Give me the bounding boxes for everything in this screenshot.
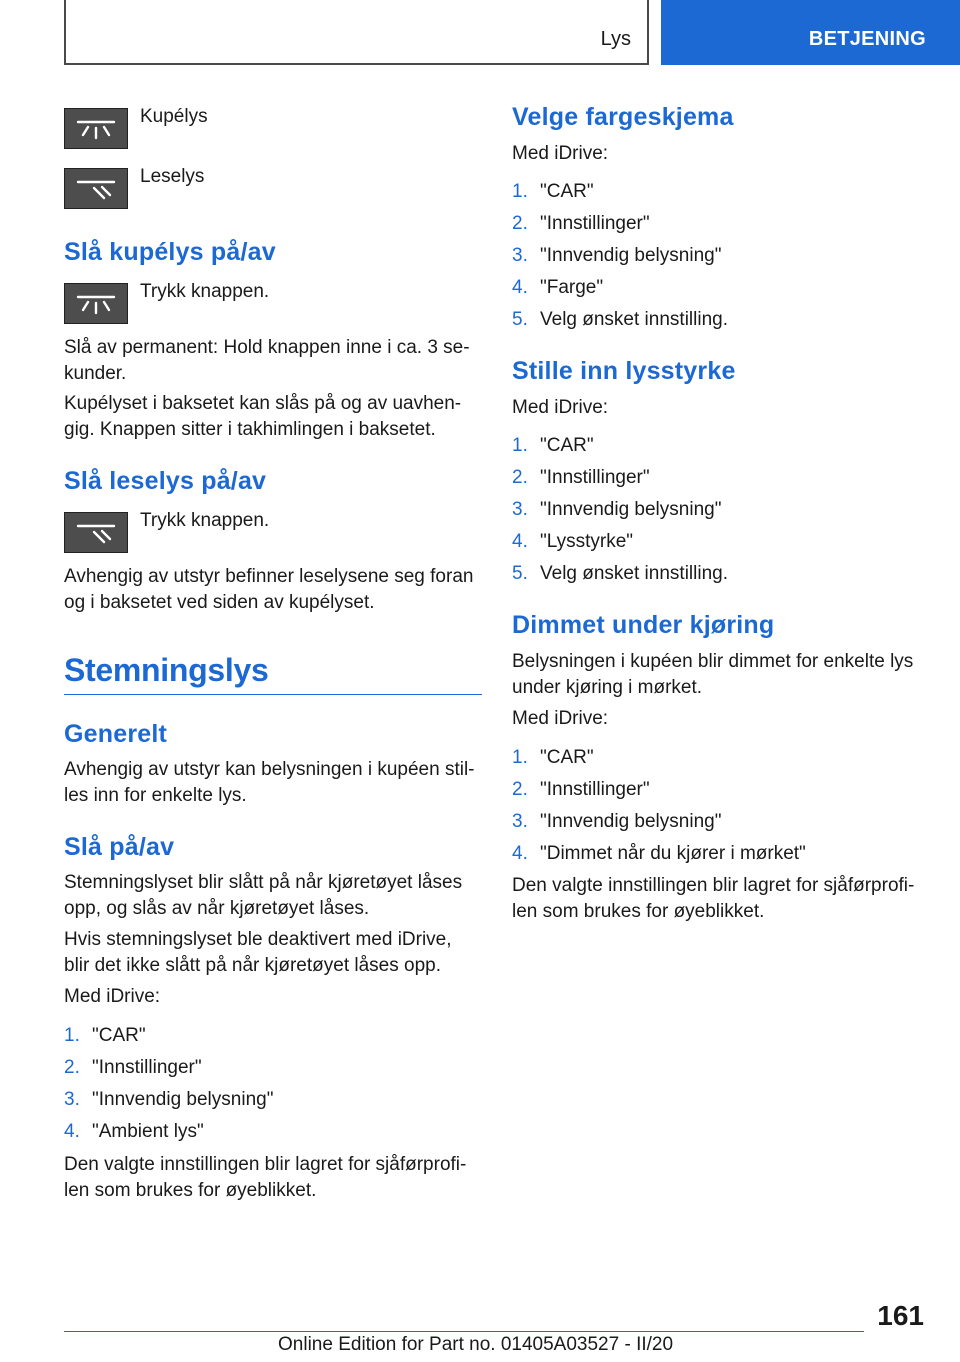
dimmed-text: Belysningen i kupéen blir dimmet for enkelte lys under kjøring i mørket. [512,651,914,698]
interior-light-icon [64,108,128,149]
list-item: 4. "Lysstyrke" [512,531,634,552]
list-item: 2. "Innstillinger" [512,467,650,488]
reading-light-label: Leselys [140,166,205,187]
interior-light-legend [64,108,208,152]
list-item: 2. "Innstillinger" [64,1057,202,1078]
header-section-box [64,0,649,65]
reading-press-text: Trykk knappen. [140,510,270,531]
list-item: 3. "Innvendig belysning" [64,1089,274,1110]
heading-rule [64,694,482,695]
list-item: 5. Velg ønsket innstilling. [512,309,728,330]
heading-color-scheme: Velge fargeskjema [512,103,734,131]
interior-button-row [64,283,269,327]
header-chapter-tab [661,0,960,65]
heading-reading-light-on-off: Slå leselys på/av [64,467,267,495]
list-item: 1. "CAR" [512,435,594,456]
footer-rule [64,1331,864,1332]
list-item: 4. "Dimmet når du kjører i mørket" [512,843,806,864]
header-chapter-title: BETJENING [808,28,926,50]
list-item: 1. "CAR" [64,1025,146,1046]
dimmed-saved-text: Den valgte innstillingen blir lagret for sjåførprofi- len som brukes for øyeblikket. [512,875,915,922]
heading-brightness: Stille inn lysstyrke [512,357,736,385]
list-item: 3. "Innvendig belysning" [512,499,722,520]
general-text: Avhengig av utstyr kan belysningen i kupéen stil- les inn for enkelte lys. [64,759,475,806]
onoff-text-2: Hvis stemningslyset ble deaktivert med iDrive, blir det ikke slått på når kjøretøyet låses opp. [64,929,452,976]
dimmed-steps-list [512,745,806,873]
page-number: 161 [877,1300,924,1331]
dimmed-idrive-label: Med iDrive: [512,708,609,729]
onoff-saved-text: Den valgte innstillingen blir lagret for sjåførprofi- len som brukes for øyeblikket. [64,1154,467,1201]
reading-light-icon [64,168,128,209]
list-item: 2. "Innstillinger" [512,213,650,234]
list-item: 4. "Ambient lys" [64,1121,204,1142]
list-item: 5. Velg ønsket innstilling. [512,563,728,584]
brightness-steps-list [512,433,728,593]
list-item: 3. "Innvendig belysning" [512,245,722,266]
footer-edition-text: Online Edition for Part no. 01405A03527 - II/20 [278,1334,674,1355]
heading-on-off: Slå på/av [64,833,175,861]
color-idrive-label: Med iDrive: [512,143,609,164]
interior-press-text: Trykk knappen. [140,281,270,302]
reading-light-button-icon [64,512,128,553]
brightness-idrive-label: Med iDrive: [512,397,609,418]
color-steps-list [512,179,728,339]
list-item: 1. "CAR" [512,181,594,202]
interior-light-button-icon [64,283,128,324]
onoff-idrive-label: Med iDrive: [64,986,161,1007]
onoff-steps-list [64,1023,273,1151]
reading-light-legend [64,168,204,212]
list-item: 4. "Farge" [512,277,604,298]
heading-dimmed-driving: Dimmet under kjøring [512,611,775,639]
reading-button-row [64,512,269,556]
list-item: 2. "Innstillinger" [512,779,650,800]
onoff-text-1: Stemningslyset blir slått på når kjøretøyet låses opp, og slås av når kjøretøyet låses. [64,872,463,919]
heading-general: Generelt [64,720,168,748]
list-item: 3. "Innvendig belysning" [512,811,722,832]
interior-off-permanent-text: Slå av permanent: Hold knappen inne i ca. 3 se- kunder. [64,337,470,384]
list-item: 1. "CAR" [512,747,594,768]
interior-light-label: Kupélys [140,106,208,127]
interior-rear-text: Kupélyset i baksetet kan slås på og av uavhen- gig. Knappen sitter i takhimlingen i baksetet. [64,393,462,440]
heading-ambient-light: Stemningslys [64,652,269,688]
heading-interior-light-on-off: Slå kupélys på/av [64,238,276,266]
header-section-title: Lys [600,28,631,50]
reading-location-text: Avhengig av utstyr befinner leselysene seg foran og i baksetet ved siden av kupélyset. [64,566,474,613]
